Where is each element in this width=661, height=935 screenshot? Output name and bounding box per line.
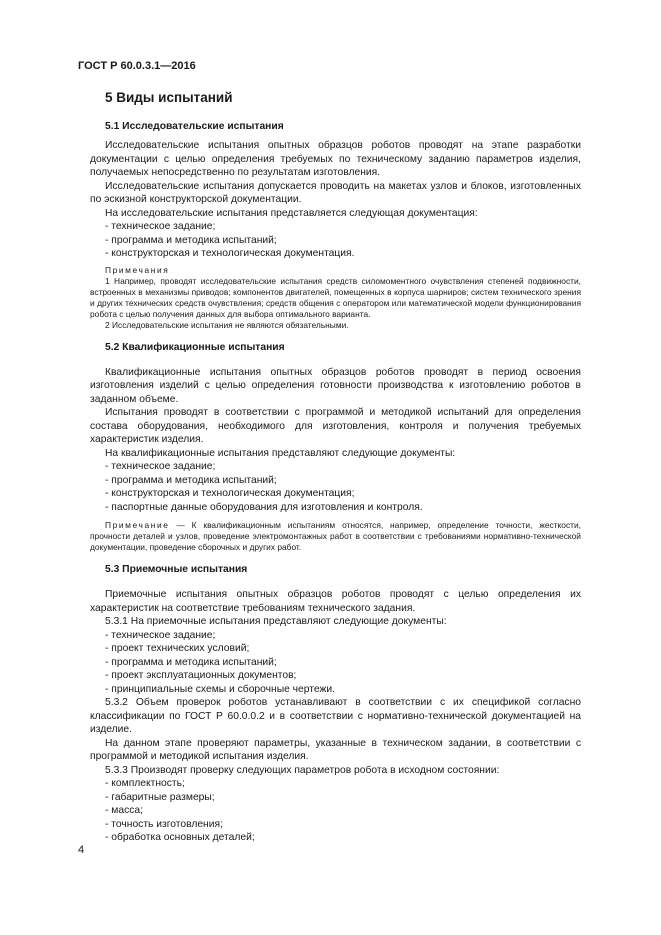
list-item: - программа и методика испытаний; bbox=[105, 656, 277, 668]
list-item: - конструкторская и технологическая документация; bbox=[105, 488, 355, 499]
note-text: — К квалификационным испытаниям относятся, например, определение точности, жесткости, прочности деталей и узлов, проведение электромонтажных работ в соответствии с требованиями нормативно-технической документации, проведение сборочных и других работ. bbox=[90, 520, 581, 552]
note bbox=[90, 520, 581, 553]
paragraph: Испытания проводят в соответствии с программой и методикой испытаний для определения состава оборудования, необходимого для изготовления, контроля и получения требуемых характеристик изделия. bbox=[90, 407, 581, 445]
list-item: - техническое задание; bbox=[105, 629, 216, 641]
section-5-title: 5 Виды испытаний bbox=[105, 90, 233, 105]
subsection-5-3-title: 5.3 Приемочные испытания bbox=[105, 564, 248, 575]
page-number: 4 bbox=[78, 844, 85, 856]
paragraph: Исследовательские испытания опытных образцов роботов проводят на этапе разработки документации с целью определения требуемых по техническому заданию параметров изделия, получаемых непосредственно по результатам изготовления. bbox=[90, 140, 581, 178]
document-list bbox=[90, 460, 581, 514]
paragraph: На исследовательские испытания представляется следующая документация: bbox=[105, 207, 478, 219]
list-item: - конструкторская и технологическая документация. bbox=[105, 248, 355, 259]
list-item: - техническое задание; bbox=[105, 221, 216, 232]
subsection-5-2-title: 5.2 Квалификационные испытания bbox=[105, 341, 285, 353]
list-item: - проект технических условий; bbox=[105, 643, 250, 654]
paragraph: Квалификационные испытания опытных образцов роботов проводят в период освоения изготовления изделий с целью определения готовности производства к изготовлению роботов в заданном объеме. bbox=[90, 366, 581, 405]
paragraph: 5.3.2 Объем проверок роботов устанавливают в соответствии с их спецификой согласно классификации по ГОСТ Р 60.0.0.2 и в соответствии с нормативно-технической документацией на изделие. bbox=[90, 697, 581, 735]
list-item: - принципиальные схемы и сборочные чертежи. bbox=[105, 683, 335, 695]
paragraph: Приемочные испытания опытных образцов роботов проводят с целью определения их характеристик на соответствие требованиям технического задания. bbox=[90, 589, 581, 614]
document-list bbox=[90, 220, 581, 261]
paragraph: Исследовательские испытания допускается проводить на макетах узлов и блоков, изготовленных по эскизной конструкторской документации. bbox=[90, 180, 581, 205]
list-item: - точность изготовления; bbox=[105, 818, 223, 830]
notes-title: Примечания bbox=[105, 264, 170, 275]
list-item: - проект эксплуатационных документов; bbox=[105, 670, 297, 681]
note: 2 Исследовательские испытания не являются обязательными. bbox=[105, 319, 349, 330]
list-item: - габаритные размеры; bbox=[105, 791, 215, 803]
subsection-5-1-title: 5.1 Исследовательские испытания bbox=[105, 121, 284, 132]
paragraph: На квалификационные испытания представляют следующие документы: bbox=[105, 447, 456, 459]
list-item: - техническое задание; bbox=[105, 461, 216, 472]
list-item: - масса; bbox=[105, 805, 143, 816]
paragraph: На данном этапе проверяют параметры, указанные в техническом задании, в соответствии с программой и методикой испытания изделия. bbox=[90, 737, 581, 762]
document-list bbox=[90, 777, 581, 845]
list-item: - программа и методика испытаний; bbox=[105, 474, 277, 486]
document-header: ГОСТ Р 60.0.3.1—2016 bbox=[78, 60, 196, 72]
list-item: - паспортные данные оборудования для изготовления и контроля. bbox=[105, 501, 423, 513]
note: 1 Например, проводят исследовательские испытания средств силомоментного очувствления степеней подвижности, встроенных в механизмы приводов; компонентов двигателей, помещенных в корпуса шарниров; систем технического зрения и других технических средств очувствления; средств общения с оператором или математической модели функционирования робота с целью получения данных для выбора оптимального варианта. bbox=[90, 275, 581, 319]
paragraph: 5.3.3 Производят проверку следующих параметров робота в исходном состоянии: bbox=[105, 764, 500, 776]
list-item: - обработка основных деталей; bbox=[105, 832, 255, 843]
list-item: - программа и методика испытаний; bbox=[105, 234, 277, 246]
page-content bbox=[90, 90, 581, 845]
paragraph: 5.3.1 На приемочные испытания представляют следующие документы: bbox=[105, 616, 447, 627]
document-list bbox=[90, 629, 581, 697]
note-label: Примечание bbox=[105, 520, 170, 530]
list-item: - комплектность; bbox=[105, 778, 185, 789]
